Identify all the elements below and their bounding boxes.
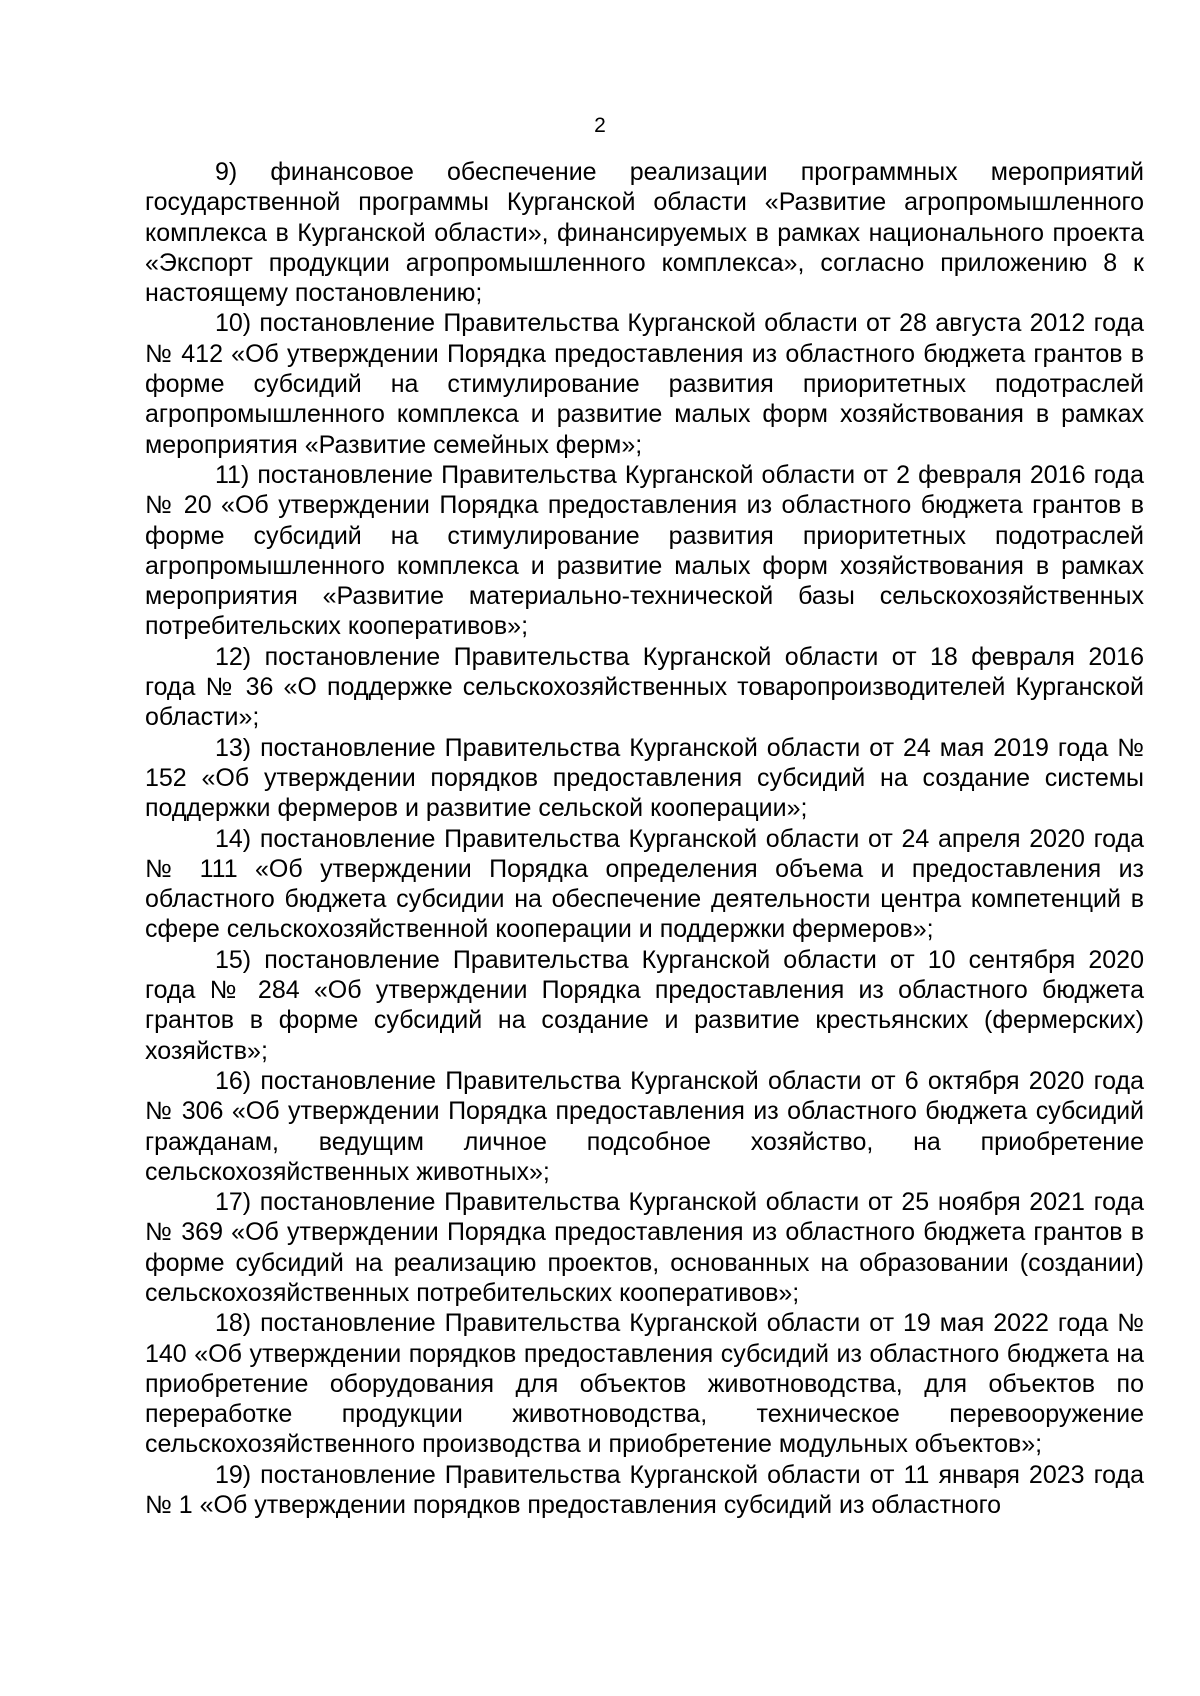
paragraph-item-16: 16) постановление Правительства Курганской области от 6 октября 2020 года № 306 «Об утверждении Порядка предоставления из областного бюджета субсидий гражданам, ведущим личное подсобное хозяйство, на приобретение сельскохозяйственных животных»; [145, 1066, 1144, 1186]
page-number: 2 [594, 114, 606, 137]
paragraph-item-10: 10) постановление Правительства Курганской области от 28 августа 2012 года № 412 «Об утверждении Порядка предоставления из областного бюджета грантов в форме субсидий на стимулирование развития приоритетных подотраслей агропромышленного комплекса и развитие малых форм хозяйствования в рамках мероприятия «Развитие семейных ферм»; [145, 309, 1144, 459]
paragraph-item-19: 19) постановление Правительства Курганской области от 11 января 2023 года № 1 «Об утверждении порядков предоставления субсидий из областного [145, 1460, 1144, 1520]
paragraph-item-14: 14) постановление Правительства Курганской области от 24 апреля 2020 года № 111 «Об утверждении Порядка определения объема и предоставления из областного бюджета субсидии на обеспечение деятельности центра компетенций в сфере сельскохозяйственной кооперации и поддержки фермеров»; [145, 824, 1144, 944]
paragraph-item-9: 9) финансовое обеспечение реализации программных мероприятий государственной программы Курганской области «Развитие агропромышленного комплекса в Курганской области», финансируемых в рамках национального проекта «Экспорт продукции агропромышленного комплекса», согласно приложению 8 к настоящему постановлению; [145, 158, 1144, 308]
paragraph-item-17: 17) постановление Правительства Курганской области от 25 ноября 2021 года № 369 «Об утверждении Порядка предоставления из областного бюджета грантов в форме субсидий на реализацию проектов, основанных на образовании (создании) сельскохозяйственных потребительских кооперативов»; [145, 1188, 1144, 1307]
paragraph-item-11: 11) постановление Правительства Курганской области от 2 февраля 2016 года № 20 «Об утверждении Порядка предоставления из областного бюджета грантов в форме субсидий на стимулирование развития приоритетных подотраслей агропромышленного комплекса и развитие малых форм хозяйствования в рамках мероприятия «Развитие материально-технической базы сельскохозяйственных потребительских кооперативов»; [145, 460, 1144, 641]
paragraph-item-12: 12) постановление Правительства Курганской области от 18 февраля 2016 года № 36 «О поддержке сельскохозяйственных товаропроизводителей Курганской области»; [145, 642, 1144, 732]
document-body [145, 157, 1144, 1520]
paragraph-item-15: 15) постановление Правительства Курганской области от 10 сентября 2020 года № 284 «Об утверждении Порядка предоставления из областного бюджета грантов в форме субсидий на создание и развитие крестьянских (фермерских) хозяйств»; [145, 945, 1144, 1065]
paragraph-item-13: 13) постановление Правительства Курганской области от 24 мая 2019 года № 152 «Об утверждении порядков предоставления субсидий на создание системы поддержки фермеров и развитие сельской кооперации»; [145, 733, 1144, 823]
paragraph-item-18: 18) постановление Правительства Курганской области от 19 мая 2022 года № 140 «Об утверждении порядков предоставления субсидий из областного бюджета на приобретение оборудования для объектов животноводства, для объектов по переработке продукции животноводства, техническое перевооружение сельскохозяйственного производства и приобретение модульных объектов»; [145, 1309, 1144, 1459]
